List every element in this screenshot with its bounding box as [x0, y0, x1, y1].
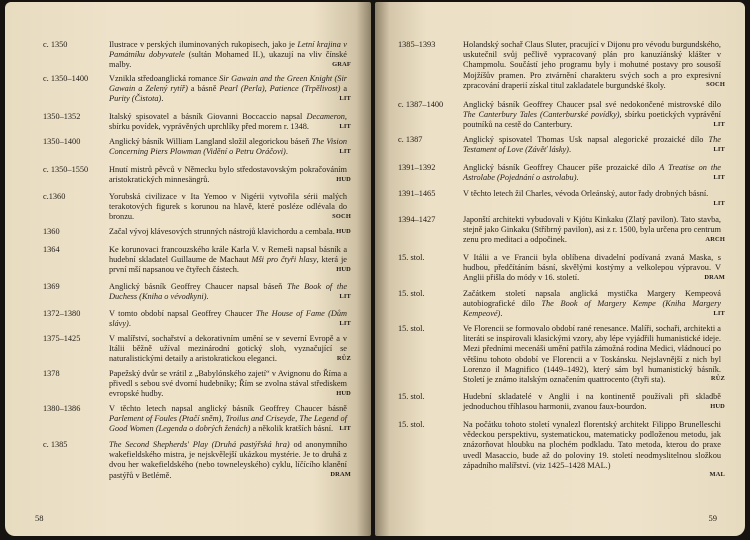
category-wrap: [463, 189, 725, 209]
entry-text: Japonští architekti vybudovali v Kjótu Kinkaku (Zlatý pavilon). Tato stavba, stejně jako Ginkaku (Stříbrný pavilon), asi z r. 1500, byla určena pro centrum zenu pro meditaci a odpočinek.: [463, 215, 721, 245]
category-tag: SOCH: [706, 80, 725, 88]
entry-date: 1364: [43, 245, 60, 254]
entry-date: 15. stol.: [398, 324, 425, 333]
category-tag: LIT: [713, 309, 725, 317]
entry-date: 1385–1393: [398, 40, 436, 49]
category-tag: SOCH: [332, 212, 351, 220]
category-tag: LIT: [713, 173, 725, 181]
timeline-entry: [5, 165, 371, 185]
timeline-entry: [375, 189, 745, 209]
page-number-right: 59: [708, 513, 717, 523]
category-tag: LIT: [339, 147, 351, 155]
entry-text: Holandský sochař Claus Sluter, pracující v Dijonu pro vévodu burgundského, uskutečnil svůj pečlivě vypracovaný plán pro kanuzíánský klášter v Champmolu. Součástí jeho programu byly i mohutné postavy pro sousoší Mojžíšův pramen. Pro ztvárnění charakteru svých soch a pro expresivní zpracování draperií získal titul zakladatele burgundské školy.: [463, 40, 721, 90]
timeline-entry: [375, 215, 745, 245]
category-tag: LIT: [339, 319, 351, 327]
timeline-entry: [5, 282, 371, 302]
entry-text: Ve Florencii se formovalo období rané renesance. Malíři, sochaři, architekti a literáti se inspirovali klasickými vzory, aby lépe vyjádřili humanistické ideje. Mezi předními mecenáši umění patřila zámožná rodina Medici, vládnoucí po většinu tohoto období ve Florencii a v Toskánsku. Nejslavnější z nich byl Lorenzo il Magnifico (1449–1492), který sám byl humanistický básník. Století je známo italským označením quattrocento (čtyři sta).: [463, 324, 721, 385]
book-spread: [5, 2, 745, 536]
entry-date: 15. stol.: [398, 289, 425, 298]
entry-date: 1350–1352: [43, 112, 81, 121]
entry-date: 1375–1425: [43, 334, 81, 343]
timeline-entry: [375, 163, 745, 183]
category-tag: LIT: [713, 120, 725, 128]
page-number-left: 58: [35, 513, 44, 523]
timeline-entry: [375, 392, 745, 412]
category-wrap: [109, 369, 351, 399]
category-wrap: [463, 253, 725, 283]
category-tag: DRAM: [704, 273, 725, 281]
entry-date: c. 1385: [43, 440, 68, 449]
category-wrap: [463, 135, 725, 155]
category-tag: HUD: [336, 265, 351, 273]
entry-date: 15. stol.: [398, 420, 425, 429]
timeline-entry: [375, 289, 745, 319]
category-wrap: [109, 334, 351, 364]
timeline-entry: [375, 253, 745, 283]
category-wrap: [109, 404, 351, 434]
category-tag: HUD: [710, 402, 725, 410]
entry-date: 1380–1386: [43, 404, 81, 413]
timeline-entry: [5, 192, 371, 222]
category-tag: LIT: [713, 199, 725, 207]
entry-text: The Second Shepherds' Play (Druhá pastýřská hra) od anonymního wakefieldského mistra, je nejskvělejší ukázkou mystérie. Je to druhá z dvou her wakefieldského (nebo towneleyského) cyklu, líčícího klanění pastýřů v Betlémě.: [109, 440, 347, 480]
entry-date: 1391–1465: [398, 189, 436, 198]
entry-text: Italský spisovatel a básník Giovanni Boccaccio napsal Decameron, sbírku povídek, vyprávěných uprchlíky před morem r. 1348.: [109, 112, 347, 132]
entry-date: 1369: [43, 282, 60, 291]
category-tag: HUD: [336, 175, 351, 183]
entry-date: c. 1350–1550: [43, 165, 89, 174]
timeline-entry: [5, 309, 371, 329]
timeline-entry: [5, 74, 371, 104]
timeline-entry: [375, 100, 745, 130]
entry-text: Hnutí mistrů pěvců v Německu bylo středostavovským pokračováním aristokratických minnesängrů.: [109, 165, 347, 185]
category-tag: LIT: [339, 122, 351, 130]
entry-text: Yorubská civilizace v Ita Yemoo v Nigérii vytvořila sérii malých terakotových figurek s korunou na hlavě, které posléze odlévala do bronzu.: [109, 192, 347, 222]
category-tag: HUD: [336, 389, 351, 397]
category-wrap: [109, 282, 351, 302]
category-wrap: [109, 440, 351, 480]
category-wrap: [109, 192, 351, 222]
category-wrap: [463, 215, 725, 245]
category-tag: RŮZ: [336, 354, 351, 362]
timeline-entry: [5, 334, 371, 364]
category-wrap: [463, 40, 725, 90]
timeline-entry: [5, 404, 371, 434]
entry-text: V těchto letech žil Charles, vévoda Orleánský, autor řady drobných básní.: [463, 189, 709, 198]
entry-text: Začátkem století napsala anglická mystička Margery Kempeová autobiografické dílo The Book of Margery Kempe (Kniha Margery Kempeové).: [463, 289, 721, 319]
timeline-entry: [375, 40, 745, 90]
category-tag: LIT: [339, 292, 351, 300]
entry-date: 1391–1392: [398, 163, 436, 172]
entry-text: Papežský dvůr se vrátil z „Babylónského zajetí“ v Avignonu do Říma a přivedl s sebou své dvorní hudebníky; Řím se zvolna stával střediskem evropské hudby.: [109, 369, 347, 399]
entry-text: Hudební skladatelé v Anglii i na kontinentě používali při skladbě jednoduchou tříhlasou harmonii, zvanou faux-bourdon.: [463, 392, 721, 412]
timeline-entry: [5, 112, 371, 132]
entry-text: Anglický básník Geoffrey Chaucer píše prozaické dílo A Treatise on the Astrolabe (Pojednání o astrolabu).: [463, 163, 721, 183]
category-tag: LIT: [339, 94, 351, 102]
entry-text: V Itálii a ve Francii byla oblíbena divadelní podívaná zvaná Maska, s hudbou, předčítáním básní, skvělými kostýmy a velkolepou výpravou. V Anglii přišla do módy v 16. století.: [463, 253, 721, 283]
timeline-entry: [375, 135, 745, 155]
category-tag: RŮZ: [710, 374, 725, 382]
timeline-entry: [5, 369, 371, 399]
timeline-entry: [375, 324, 745, 384]
timeline-entry: [5, 245, 371, 275]
timeline-entry: [375, 420, 745, 480]
entry-text: Ke korunovaci francouzského krále Karla V. v Remeši napsal básník a hudební skladatel Guillaume de Machaut Mši pro čtyři hlasy, která je první mší napsanou ve čtyřech částech.: [109, 245, 347, 275]
entry-date: 1394–1427: [398, 215, 436, 224]
category-wrap: [463, 289, 725, 319]
entry-date: 1372–1380: [43, 309, 81, 318]
entry-text: V těchto letech napsal anglický básník Geoffrey Chaucer básně Parlement of Foules (Ptačí sněm), Troilus and Criseyde, The Legend of Good Women (Legenda o dobrých ženách) a několik kratších básní.: [109, 404, 347, 434]
left-page: [5, 2, 371, 536]
category-tag: DRAM: [330, 470, 351, 478]
category-wrap: [463, 163, 725, 183]
category-wrap: [463, 392, 725, 412]
timeline-entry: [5, 227, 371, 237]
timeline-entry: [5, 40, 371, 70]
category-wrap: [463, 420, 725, 480]
category-wrap: [109, 309, 351, 329]
category-wrap: [109, 112, 351, 132]
category-wrap: [109, 74, 351, 104]
right-page: [375, 2, 745, 536]
entry-date: 15. stol.: [398, 392, 425, 401]
category-wrap: [463, 100, 725, 130]
entry-date: 1378: [43, 369, 60, 378]
category-wrap: [109, 40, 351, 70]
entry-text: V tomto období napsal Geoffrey Chaucer The House of Fame (Dům slávy).: [109, 309, 348, 329]
category-tag: MAL: [709, 470, 725, 478]
category-wrap: [109, 165, 351, 185]
category-tag: LIT: [713, 145, 725, 153]
entry-date: 15. stol.: [398, 253, 425, 262]
entry-date: c.1360: [43, 192, 66, 201]
category-wrap: [109, 245, 351, 275]
entry-text: Začal vývoj klávesových strunných nástrojů klavichordu a cembala.: [109, 227, 335, 236]
entry-date: 1360: [43, 227, 60, 236]
category-tag: HUD: [336, 227, 351, 235]
entry-text: Anglický spisovatel Thomas Usk napsal alegorické prozaické dílo The Testament of Love (Závěť lásky).: [463, 135, 721, 155]
category-tag: GRAF: [332, 60, 351, 68]
entry-date: 1350–1400: [43, 137, 81, 146]
entry-text: V malířství, sochařství a dekorativním umění se v severní Evropě a v Itálii běžně užíval mezinárodní gotický sloh, vyznačující se naturalistickými detaily a aristokratickou eleganci.: [109, 334, 347, 364]
entry-text: Vznikla středoanglická romance Sir Gawain and the Green Knight (Sir Gawain a Zelený rytíř) a básně Pearl (Perla), Patience (Trpělivost) a Purity (Čistota).: [109, 74, 348, 104]
category-wrap: [463, 324, 725, 384]
entry-date: c. 1350: [43, 40, 68, 49]
entry-text: Anglický básník William Langland složil alegorickou báseň The Vision Concerning Piers Plowman (Vidění o Petru Oráčovi).: [109, 137, 347, 157]
entry-text: Na počátku tohoto století vynalezl florentský architekt Filippo Brunelleschi vědeckou perspektivu, systematickou, matematicky podloženou metodu, jak znázorňovat hloubku na plochém podkladu. Tato metoda, kterou do praxe uvedl Masaccio, bude až do poloviny 19. století neodmyslitelnou složkou západního malířství. (viz 1425–1428 MAL.): [463, 420, 721, 470]
category-wrap: [109, 137, 351, 157]
entry-date: c. 1387–1400: [398, 100, 444, 109]
category-tag: LIT: [339, 424, 351, 432]
timeline-entry: [5, 440, 371, 480]
category-wrap: [109, 227, 351, 237]
category-tag: ARCH: [705, 235, 725, 243]
entry-date: c. 1350–1400: [43, 74, 89, 83]
entry-date: c. 1387: [398, 135, 423, 144]
entry-text: Ilustrace v perských iluminovaných rukopisech, jako je Letní krajina v Památníku dobyvatele (sultán Mohamed II.), ukazují na vliv čínské malby.: [109, 40, 347, 70]
timeline-entry: [5, 137, 371, 157]
entry-text: Anglický básník Geoffrey Chaucer napsal báseň The Book of the Duchess (Kniha o vévodkyni).: [109, 282, 347, 302]
entry-text: Anglický básník Geoffrey Chaucer psal své nedokončené mistrovské dílo The Canterbury Tales (Canterburské povídky), sbírku poetických vyprávění poutníků na cestě do Canterbury.: [463, 100, 721, 130]
